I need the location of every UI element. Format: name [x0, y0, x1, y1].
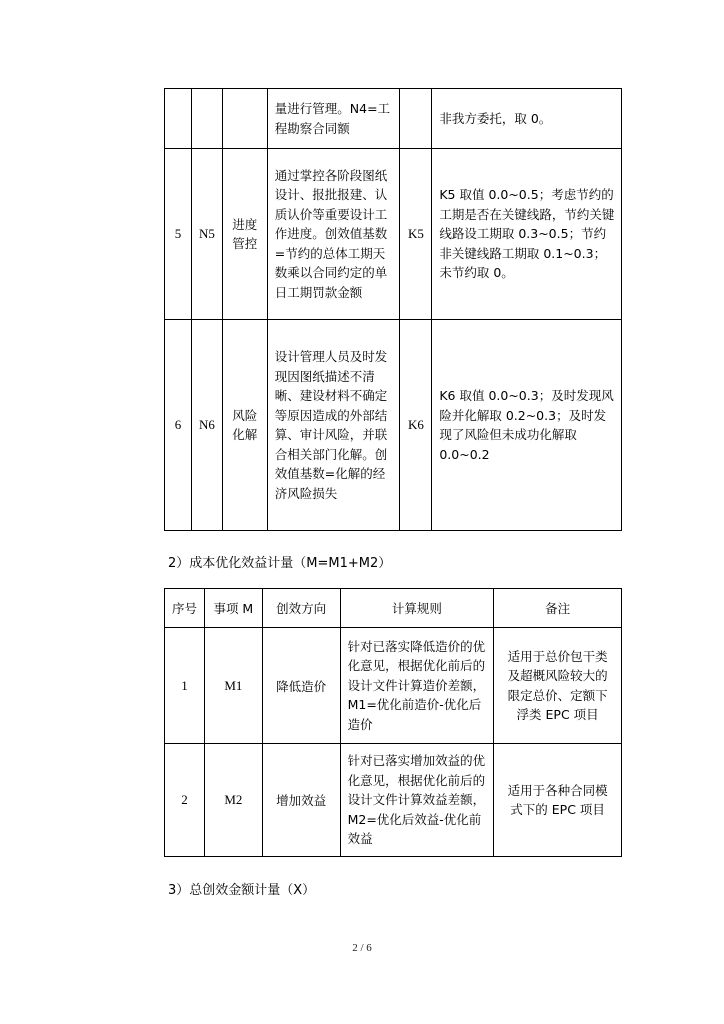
rule-cell: 非我方委托，取 0。 [432, 89, 622, 149]
table-row [165, 320, 622, 531]
effect-table-continued [164, 88, 622, 531]
page-number: 2 / 6 [352, 942, 372, 954]
header-item: 事项 M [204, 589, 262, 628]
direction-cell: 进度管控 [222, 149, 267, 320]
direction-cell [222, 89, 267, 149]
rule-cell: K6 取值 0.0~0.3；及时发现风险并化解取 0.2~0.3；及时发现了风险但未成功化解取 0.0~0.2 [432, 320, 622, 531]
code-cell [191, 89, 222, 149]
table-header-row [165, 589, 622, 628]
basis-cell: 设计管理人员及时发现因图纸描述不清晰、建设材料不确定等原因造成的外部结算、审计风险，并联合相关部门化解。创效值基数=化解的经济风险损失 [267, 320, 400, 531]
section-heading-total-effect: 3）总创效金额计量（X） [168, 883, 316, 898]
seq-cell [165, 89, 192, 149]
rule-cell: 针对已落实降低造价的优化意见，根据优化前后的设计文件计算造价差额，M1=优化前造价-优化后造价 [340, 628, 494, 744]
k-cell: K6 [400, 320, 432, 531]
section-heading-cost-optimization: 2）成本优化效益计量（M=M1+M2） [168, 556, 392, 571]
k-cell [400, 89, 432, 149]
seq-cell: 6 [165, 320, 192, 531]
k-cell: K5 [400, 149, 432, 320]
basis-cell: 通过掌控各阶段图纸设计、报批报建、认质认价等重要设计工作进度。创效值基数=节约的总体工期天数乘以合同约定的单日工期罚款金额 [267, 149, 400, 320]
seq-cell: 1 [165, 628, 205, 744]
code-cell: N6 [191, 320, 222, 531]
direction-cell: 降低造价 [262, 628, 340, 744]
basis-cell: 量进行管理。N4=工程勘察合同额 [267, 89, 400, 149]
seq-cell: 5 [165, 149, 192, 320]
note-cell: 适用于总价包干类及超概风险较大的限定总价、定额下浮类 EPC 项目 [494, 628, 622, 744]
table-row [165, 744, 622, 857]
rule-cell: 针对已落实增加效益的优化意见，根据优化前后的设计文件计算效益差额，M2=优化后效益-优化前效益 [340, 744, 494, 857]
header-seq: 序号 [165, 589, 205, 628]
table-row [165, 149, 622, 320]
code-cell: N5 [191, 149, 222, 320]
item-cell: M2 [204, 744, 262, 857]
item-cell: M1 [204, 628, 262, 744]
header-direction: 创效方向 [262, 589, 340, 628]
direction-cell: 风险化解 [222, 320, 267, 531]
header-note: 备注 [494, 589, 622, 628]
table-row [165, 89, 622, 149]
rule-cell: K5 取值 0.0~0.5；考虑节约的工期是否在关键线路，节约关键线路设工期取 0.3~0.5；节约非关键线路工期取 0.1~0.3；未节约取 0。 [432, 149, 622, 320]
direction-cell: 增加效益 [262, 744, 340, 857]
cost-optimization-table [164, 588, 622, 857]
seq-cell: 2 [165, 744, 205, 857]
table-row [165, 628, 622, 744]
note-cell: 适用于各种合同模式下的 EPC 项目 [494, 744, 622, 857]
header-rule: 计算规则 [340, 589, 494, 628]
